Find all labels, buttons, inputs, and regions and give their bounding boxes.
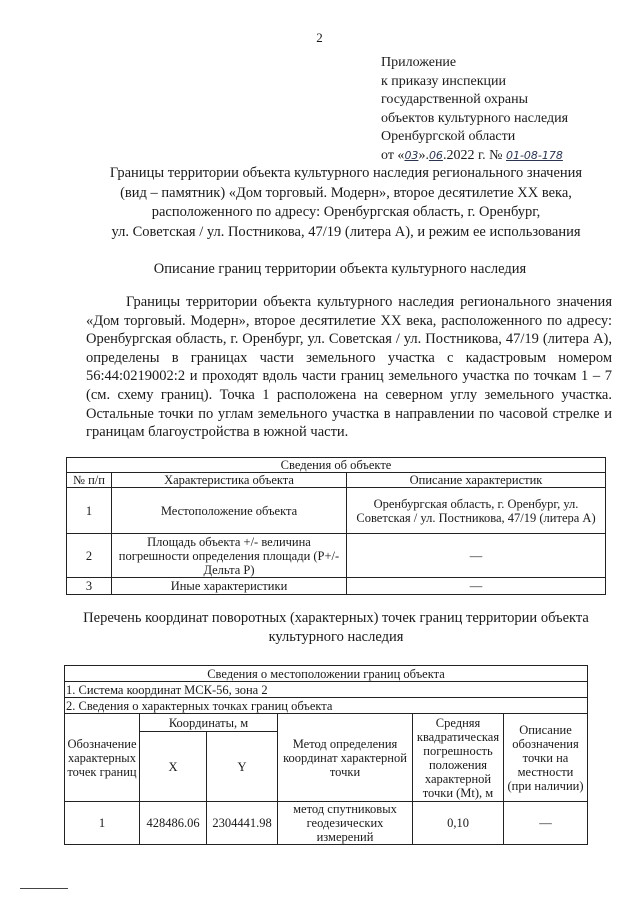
date-prefix: от « xyxy=(381,147,405,163)
cell-method: метод спутниковых геодезических измерений xyxy=(278,802,413,845)
object-info-table xyxy=(66,457,606,595)
boundary-description: Границы территории объекта культурного наследия регионального значения «Дом торговый. Модерн», второе десятилетие XX века, расположенного по адресу: Оренбургская область, г. Оренбург, ул. Советская / ул. Постникова, 47/19 (литера А), определены в границах части земельного участка с кадастровым номером 56:44:0219002:2 и проходят вдоль части границ земельного участка по точкам 1 – 7 (см. схему границ). Точка 1 расположена на северном углу земельного участка. Остальные точки по углам земельного участка в направлении по часовой стрелке и границам благоустройства в южной части. xyxy=(86,294,612,441)
row-number: 2 xyxy=(67,534,112,578)
header-error: Средняя квадратическая погрешность положения характерной точки (Mt), м xyxy=(413,714,504,802)
appendix-line: государственной охраны xyxy=(381,92,529,108)
table-row xyxy=(67,534,606,578)
appendix-line: Приложение xyxy=(381,55,457,70)
row-description: — xyxy=(347,534,606,578)
header-description: Описание характеристик xyxy=(347,473,606,488)
cell-point: 1 xyxy=(65,802,140,845)
header-x: X xyxy=(140,732,207,802)
coordinates-heading: Перечень координат поворотных (характерных) точек границ территории объекта культурного наследия xyxy=(83,610,589,645)
row-description: Оренбургская область, г. Оренбург, ул. Советская / ул. Постникова, 47/19 (литера А) xyxy=(347,488,606,534)
cell-y: 2304441.98 xyxy=(207,802,278,845)
row-number: 1 xyxy=(67,488,112,534)
header-method: Метод определения координат характерной точки xyxy=(278,714,413,802)
appendix-block xyxy=(381,54,568,166)
table-row xyxy=(67,488,606,534)
cell-point-description: — xyxy=(504,802,588,845)
row-description: — xyxy=(347,578,606,595)
row-characteristic: Площадь объекта +/- величина погрешности определения площади (P+/- Дельта P) xyxy=(112,534,347,578)
header-point: Обозначение характерных точек границ xyxy=(65,714,140,802)
row-number: 3 xyxy=(67,578,112,595)
header-number: № п/п xyxy=(67,473,112,488)
table-row xyxy=(67,578,606,595)
section-subtitle: Описание границ территории объекта культурного наследия xyxy=(153,261,527,277)
title-line: (вид – памятник) «Дом торговый. Модерн», второе десятилетие XX века, xyxy=(120,184,572,201)
page-number: 2 xyxy=(316,30,323,45)
date-month: 06 xyxy=(428,148,443,162)
row-characteristic: Иные характеристики xyxy=(112,578,347,595)
date-mid: ». xyxy=(418,147,429,163)
coords-table-caption: Сведения о местоположении границ объекта xyxy=(65,666,588,682)
coordinates-table xyxy=(64,665,588,845)
header-y: Y xyxy=(207,732,278,802)
footer-rule xyxy=(20,888,68,889)
document-title xyxy=(78,164,614,242)
appendix-line: Оренбургской области xyxy=(381,129,516,145)
order-number: 01-08-178 xyxy=(505,148,563,162)
date-day: 03 xyxy=(404,148,419,162)
appendix-line: к приказу инспекции xyxy=(381,73,507,89)
header-characteristic: Характеристика объекта xyxy=(112,473,347,488)
title-line: ул. Советская / ул. Постникова, 47/19 (литера А), и режим ее использования xyxy=(111,223,581,240)
order-date-line xyxy=(381,147,568,166)
title-line: расположенного по адресу: Оренбургская область, г. Оренбург, xyxy=(151,204,541,220)
header-coordinates: Координаты, м xyxy=(140,714,278,732)
points-caption: 2. Сведения о характерных точках границ объекта xyxy=(65,698,588,714)
appendix-line: объектов культурного наследия xyxy=(381,110,569,126)
row-characteristic: Местоположение объекта xyxy=(112,488,347,534)
object-table-caption: Сведения об объекте xyxy=(67,458,606,473)
coordinate-system: 1. Система координат МСК-56, зона 2 xyxy=(65,682,588,698)
header-point-description: Описание обозначения точки на местности (при наличии) xyxy=(504,714,588,802)
table-row xyxy=(65,802,588,845)
cell-error: 0,10 xyxy=(413,802,504,845)
date-year: .2022 г. № xyxy=(442,147,503,163)
cell-x: 428486.06 xyxy=(140,802,207,845)
title-line: Границы территории объекта культурного наследия регионального значения xyxy=(109,165,583,181)
